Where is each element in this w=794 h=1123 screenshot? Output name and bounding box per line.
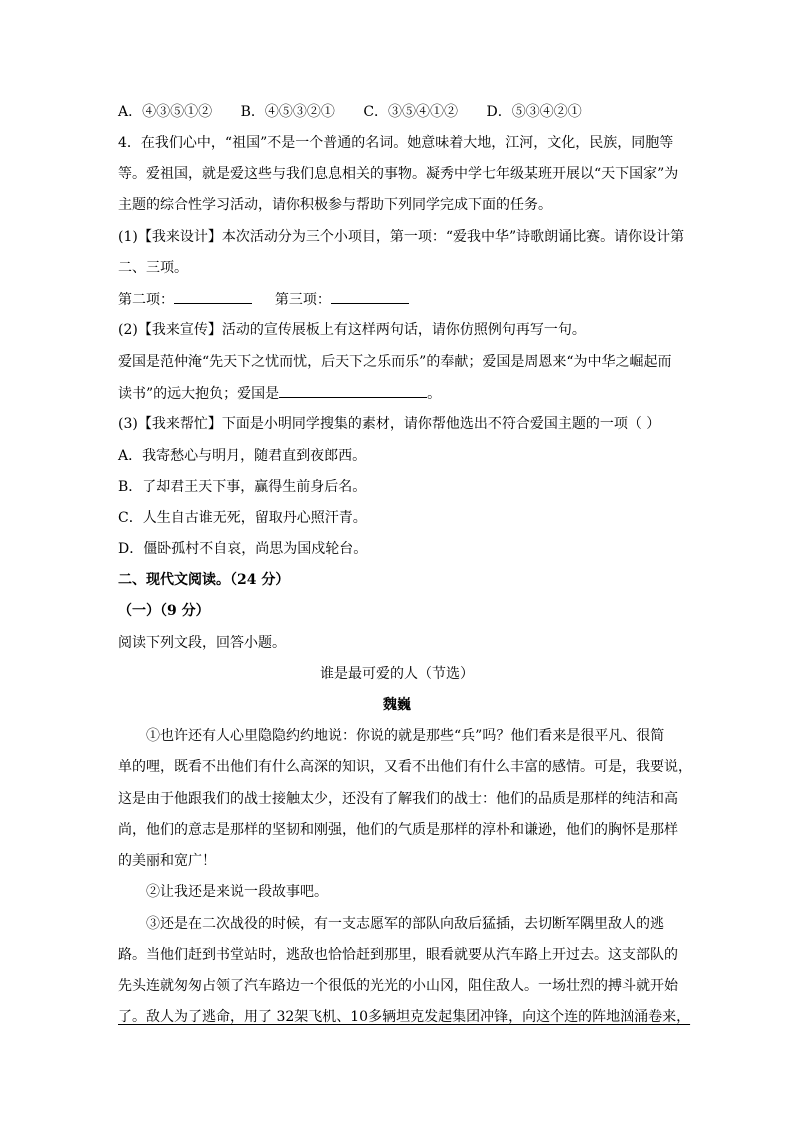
- q4-part3-option-b[interactable]: B．了却君王天下事，赢得生前身后名。: [118, 479, 367, 495]
- part2-end-mark: 。: [427, 386, 442, 402]
- q4-part3-line: (3)【我来帮忙】下面是小明同学搜集的素材，请你帮他选出不符合爱国主题的一项（ ）: [118, 416, 661, 432]
- para2-line-1: ②让我还是来说一段故事吧。: [146, 884, 328, 900]
- q4-part1-line-1: (1)【我来设计】本次活动分为三个小项目，第一项：“爱我中华”诗歌朗诵比赛。请你设计第: [118, 229, 685, 245]
- q4-part1-blanks: [118, 289, 409, 310]
- para1-line-4: 尚，他们的意志是那样的坚韧和刚强，他们的气质是那样的淳朴和谦逊，他们的胸怀是那样: [118, 822, 678, 838]
- q4-part2-example-2: [118, 383, 441, 404]
- article-title: 谁是最可爱的人（节选）: [320, 666, 474, 682]
- para1-line-5: 的美丽和宽广！: [118, 853, 216, 869]
- q4-intro-line-2: 等。爱祖国，就是爱这些与我们息息相关的事物。凝秀中学七年级某班开展以“天下国家”为: [118, 166, 679, 182]
- part2-example-text: 读书”的远大抱负；爱国是: [118, 386, 280, 402]
- item2-label: 第二项：: [118, 292, 174, 308]
- q3-option-d[interactable]: D．⑤③④②①: [486, 104, 582, 120]
- q4-part3-option-a[interactable]: A．我寄愁心与明月，随君直到夜郎西。: [118, 448, 367, 464]
- para1-line-1: ①也许还有人心里隐隐约约地说：你说的就是那些“兵”吗？他们看来是很平凡、很简: [146, 728, 665, 744]
- section2-subheading: （一）（9 分）: [118, 603, 210, 619]
- q4-part3-option-d[interactable]: D．僵卧孤村不自哀，尚思为国戍轮台。: [118, 541, 368, 557]
- q3-option-a[interactable]: A．④③⑤①②: [118, 104, 213, 120]
- q4-part2-line: (2)【我来宣传】活动的宣传展板上有这样两句话，请你仿照例句再写一句。: [118, 322, 586, 338]
- q4-part3-option-c[interactable]: C．人生自古谁无死，留取丹心照汗青。: [118, 510, 367, 526]
- para3-line-4: 了。敌人为了逃命，用了 32架飞机、10多辆坦克发起集团冲锋，向这个连的阵地汹涌卷来，: [118, 1009, 691, 1025]
- part2-answer-blank[interactable]: [279, 383, 427, 398]
- para1-line-2: 单的哩，既看不出他们有什么高深的知识，又看不出他们有什么丰富的感情。可是，我要说，: [118, 759, 692, 775]
- item3-label: 第三项：: [274, 292, 331, 308]
- para3-line-2: 路。当他们赶到书堂站时，逃敌也恰恰赶到那里，眼看就要从汽车路上开过去。这支部队的: [118, 947, 678, 963]
- reading-instruction: 阅读下列文段，回答小题。: [118, 635, 286, 651]
- q4-intro-line-3: 主题的综合性学习活动，请你积极参与帮助下列同学完成下面的任务。: [118, 197, 552, 213]
- q4-part2-example-1: 爱国是范仲淹“先天下之忧而忧，后天下之乐而乐”的奉献；爱国是周恩来“为中华之崛起而: [118, 354, 672, 370]
- para3-line-3: 先头连就匆匆占领了汽车路边一个很低的光光的小山冈，阻住敌人。一场壮烈的搏斗就开始: [118, 978, 678, 994]
- q4-intro-line-1: 4．在我们心中，“祖国”不是一个普通的名词。她意味着大地，江河，文化，民族，同胞等: [118, 135, 674, 151]
- para3-line-1: ③还是在二次战役的时候，有一支志愿军的部队向敌后猛插，去切断军隅里敌人的逃: [146, 916, 664, 932]
- para1-line-3: 这是由于他跟我们的战士接触太少，还没有了解我们的战士：他们的品质是那样的纯洁和高: [118, 791, 678, 807]
- q3-option-c[interactable]: C．③⑤④①②: [363, 104, 459, 120]
- q3-option-b[interactable]: B．④⑤③②①: [240, 104, 335, 120]
- q3-options-row: [118, 102, 606, 122]
- article-author: 魏巍: [383, 697, 411, 713]
- q4-part1-line-2: 二、三项。: [118, 260, 188, 276]
- item3-answer-blank[interactable]: [331, 289, 409, 304]
- section2-heading: 二、现代文阅读。（24 分）: [118, 572, 290, 588]
- item2-answer-blank[interactable]: [174, 289, 252, 304]
